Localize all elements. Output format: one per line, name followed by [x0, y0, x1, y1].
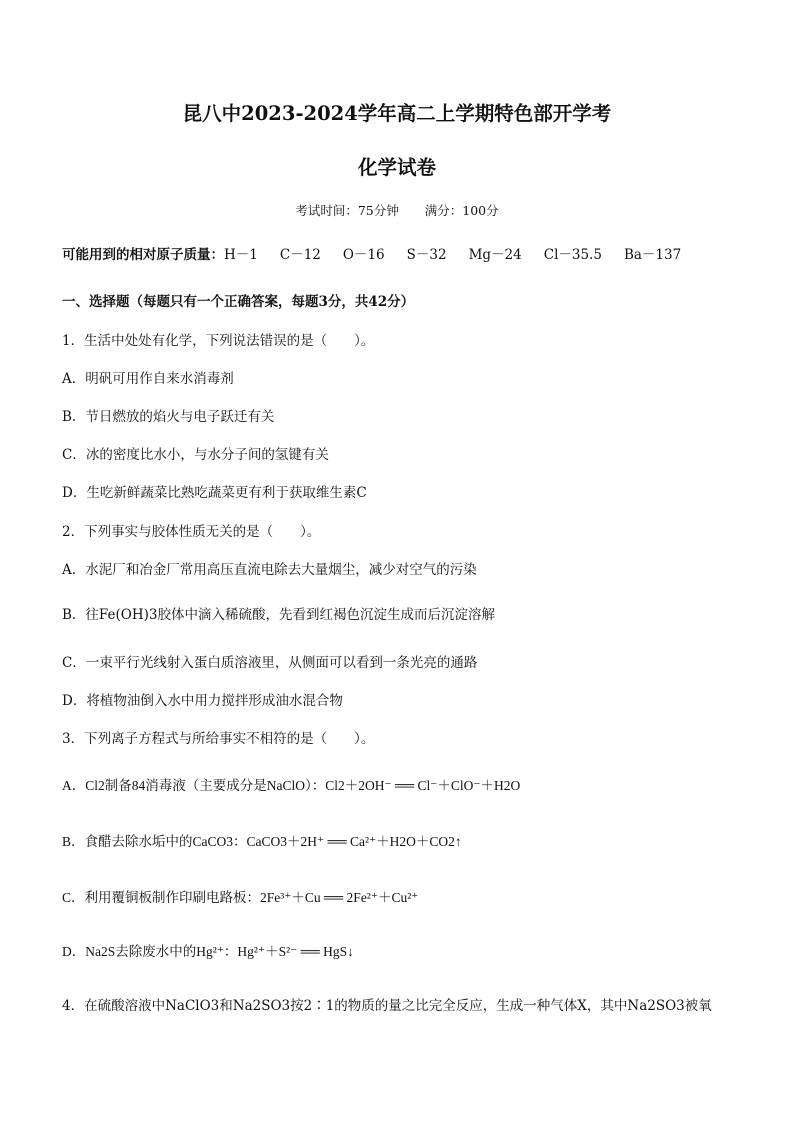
- section-heading: 一、选择题（每题只有一个正确答案，每题3分，共42分）: [62, 294, 415, 310]
- question-option: D．生吃新鲜蔬菜比熟吃蔬菜更有利于获取维生素C: [62, 485, 367, 501]
- atomic-masses-line: [62, 246, 703, 264]
- question-option: B．往Fe(OH)3胶体中滴入稀硫酸，先看到红褐色沉淀生成而后沉淀溶解: [62, 607, 496, 623]
- question-option: D．将植物油倒入水中用力搅拌形成油水混合物: [62, 693, 343, 709]
- atomic-mass-item: O－16: [342, 247, 385, 263]
- question-option: B．食醋去除水垢中的CaCO3：CaCO3＋2H⁺ ══ Ca²⁺＋H2O＋CO2↑: [62, 834, 462, 849]
- question-stem: 1．生活中处处有化学，下列说法错误的是（ ）。: [62, 333, 375, 349]
- question-option: A．明矾可用作自来水消毒剂: [62, 371, 234, 387]
- question-option: A．Cl2制备84消毒液（主要成分是NaClO）：Cl2＋2OH⁻ ══ Cl⁻＋ClO⁻＋H2O: [62, 778, 521, 793]
- question-option: A．水泥厂和冶金厂常用高压直流电除去大量烟尘，减少对空气的污染: [62, 562, 477, 578]
- question-stem: 3．下列离子方程式与所给事实不相符的是（ ）。: [62, 731, 375, 747]
- full-score: 满分：100分: [424, 203, 499, 218]
- atomic-mass-item: H－1: [224, 247, 258, 263]
- question-option: C．一束平行光线射入蛋白质溶液里，从侧面可以看到一条光亮的通路: [62, 655, 478, 671]
- exam-title: 昆八中2023-2024学年高二上学期特色部开学考: [182, 102, 612, 125]
- atomic-mass-item: Cl－35.5: [543, 247, 602, 263]
- exam-subject: 化学试卷: [357, 156, 436, 179]
- exam-info: [0, 201, 794, 219]
- atomic-masses-label: 可能用到的相对原子质量：: [62, 247, 224, 263]
- atomic-mass-item: Ba－137: [623, 247, 682, 263]
- exam-time: 考试时间：75分钟: [295, 203, 399, 218]
- question-stem: 4．在硫酸溶液中NaClO3和Na2SO3按2∶1的物质的量之比完全反应，生成一种气体X，其中Na2SO3被氧: [62, 998, 712, 1014]
- question-option: B．节日燃放的焰火与电子跃迁有关: [62, 409, 275, 425]
- question-stem: 2．下列事实与胶体性质无关的是（ ）。: [62, 524, 321, 540]
- atomic-mass-item: C－12: [279, 247, 321, 263]
- atomic-masses-list: [224, 246, 703, 264]
- question-option: C．利用覆铜板制作印刷电路板：2Fe³⁺＋Cu ══ 2Fe²⁺＋Cu²⁺: [62, 890, 419, 905]
- atomic-mass-item: S－32: [406, 247, 447, 263]
- atomic-mass-item: Mg－24: [468, 247, 522, 263]
- question-option: C．冰的密度比水小，与水分子间的氢键有关: [62, 447, 329, 463]
- question-option: D．Na2S去除废水中的Hg²⁺：Hg²⁺＋S²⁻ ══ HgS↓: [62, 944, 354, 959]
